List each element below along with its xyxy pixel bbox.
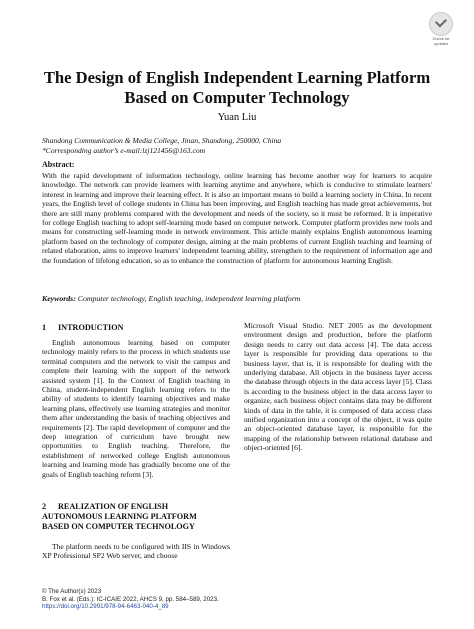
paper-title: The Design of English Independent Learning Platform Based on Computer Technology [43,68,431,107]
section-1-paragraph: English autonomous learning based on computer technology mainly refers to the process in which students use terminal computers and the network to visit the campus and complete their learning with the support of the network assisted system [1]. In the Context of English teaching in China, student-independent English learning refers to the ability of students to identify learning objectives and make learning plans, effectively use learning strategies and monitor them after understanding the basis of teaching objectives and requirements [2]. The rapid development of computer and the deep integration of curriculum have brought new opportunities to English teaching. Therefore, the establishment of networked college English autonomous learning and learning mode has gradually become one of the goals of English teaching reform [3]. [42,338,230,479]
keywords-label: Keywords: [42,294,76,303]
section-2-paragraph: The platform needs to be configured with IIS in Windows XP Professional SP2 Web server, and choose [42,542,230,561]
badge-text: Check for updates [432,36,450,46]
section-1-body [42,338,230,479]
corresponding-email: *Corresponding author’s e-mail:lzj121456@163.com [42,145,206,155]
abstract-heading: Abstract: [42,160,75,169]
check-for-updates-icon [429,12,453,36]
affiliation: Shandong Communication & Media College, Jinan, Shandong, 250000, China [42,136,282,145]
section-1-heading: 1 INTRODUCTION [42,323,124,332]
footer-copyright: © The Author(s) 2023 [42,588,102,595]
check-for-updates-badge[interactable] [428,12,454,46]
affiliation-block [42,136,281,155]
right-column-body [244,321,432,453]
section-2-body [42,542,230,561]
footer-citation: B. Fox et al. (Eds.): IC-ICAIE 2022, AHCS 9, pp. 584–589, 2023. [42,595,219,603]
keywords-line [42,294,432,303]
section-2-heading: 2 REALIZATION OF ENGLISH AUTONOMOUS LEARNING PLATFORM BASED ON COMPUTER TECHNOLOGY [42,502,197,531]
keywords-text: Computer technology, English teaching, independent learning platform [77,294,301,303]
footer-doi-link[interactable]: https://doi.org/10.2991/978-94-6463-040-4_89 [42,603,169,611]
footer-block [42,588,219,611]
author-name: Yuan Liu [217,112,257,123]
abstract-text: With the rapid development of information technology, online learning has become another way for learners to acquire knowledge. The network can provide learners with learning anytime and anywhere, which is conducive to stimulate learners' interest in learning and improve their learning effect. It is also an important means to build a learning society in China. In recent years, the English level of college students in China has been improving, and English teaching has made great achievements, but there are still many problems compared with the development and needs of the society, so it must be reformed. It is imperative for college English teaching to adopt self-learning mode based on computer network. Computer platform provides new tools and means for constructing self-learning mode in network environment. This article mainly explains English autonomous learning platform based on the technology of computer design, aiming at the main problems of current English teaching and learning of related elaboration, aims to improve learners' independent learning ability, strengthen to the requirement of information age and the foundation of lifelong education, so as to enhance the construction of platform for autonomous learning English. [42,171,432,265]
right-column-paragraph: Microsoft Visual Studio. NET 2005 as the development environment design and production, before the platform design needs to carry out data access [4]. The data access layer is responsible for providing data operations to the business layer, that is, it is responsible for dealing with the underlying database. All objects in the business layer access the database through objects in the data access layer [5]. Class is according to the business object in the data access layer to organize, each business object contains data may be different kinds of data in the table, it is composed of data access class unified organization into a concept of the object, it was quite an object-oriented database layer, is responsible for the mapping of the relationship between relational database and object-oriented [6]. [244,321,432,453]
